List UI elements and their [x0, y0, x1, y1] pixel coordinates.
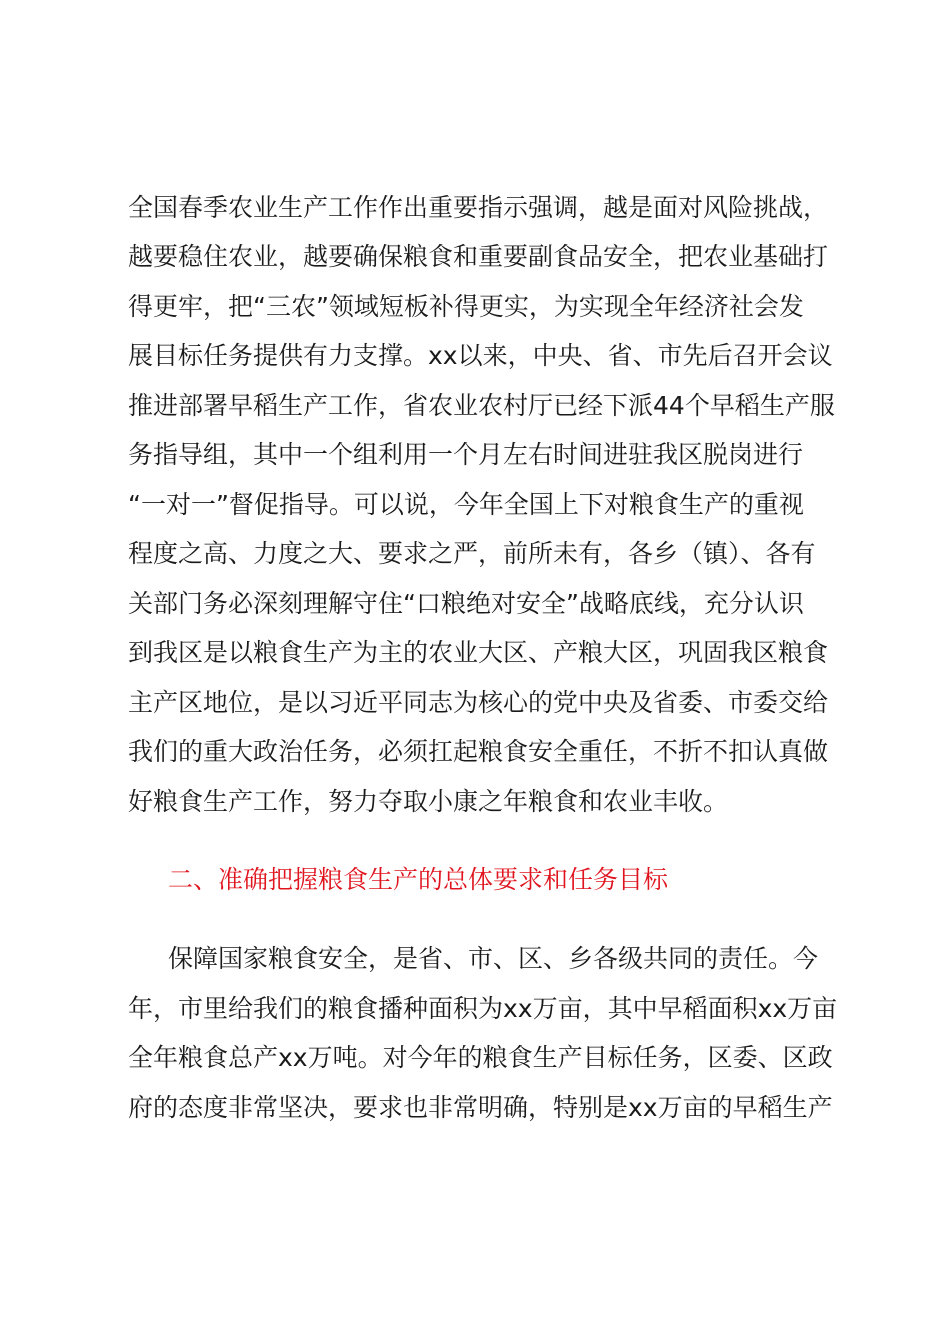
paragraph-line: 越要稳住农业，越要确保粮食和重要副食品安全，把农业基础打 — [128, 242, 829, 271]
paragraph-line: “一对一”督促指导。可以说，今年全国上下对粮食生产的重视 — [128, 490, 804, 519]
paragraph-line: 全年粮食总产xx万吨。对今年的粮食生产目标任务，区委、区政 — [128, 1043, 833, 1072]
paragraph-line: 关部门务必深刻理解守住“口粮绝对安全”战略底线，充分认识 — [128, 589, 804, 618]
paragraph-line: 年，市里给我们的粮食播种面积为xx万亩，其中早稻面积xx万亩 — [128, 994, 838, 1023]
paragraph-line: 推进部署早稻生产工作，省农业农村厅已经下派44个早稻生产服 — [128, 391, 835, 420]
paragraph-line: 展目标任务提供有力支撑。xx以来，中央、省、市先后召开会议 — [128, 341, 833, 370]
paragraph-line: 全国春季农业生产工作作出重要指示强调，越是面对风险挑战， — [128, 193, 829, 222]
paragraph-line: 到我区是以粮食生产为主的农业大区、产粮大区，巩固我区粮食 — [128, 638, 829, 667]
paragraph-line: 务指导组，其中一个组利用一个月左右时间进驻我区脱岗进行 — [128, 440, 804, 469]
paragraph-line: 程度之高、力度之大、要求之严，前所未有，各乡（镇）、各有 — [128, 539, 816, 568]
paragraph-line: 保障国家粮食安全，是省、市、区、乡各级共同的责任。今 — [168, 944, 819, 973]
paragraph-line: 得更牢，把“三农”领域短板补得更实，为实现全年经济社会发 — [128, 292, 804, 321]
section-heading: 二、准确把握粮食生产的总体要求和任务目标 — [168, 865, 669, 894]
paragraph-line: 府的态度非常坚决，要求也非常明确，特别是xx万亩的早稻生产 — [128, 1093, 833, 1122]
paragraph-line: 主产区地位，是以习近平同志为核心的党中央及省委、市委交给 — [128, 688, 829, 717]
paragraph-line: 好粮食生产工作，努力夺取小康之年粮食和农业丰收。 — [128, 787, 729, 816]
paragraph-line: 我们的重大政治任务，必须扛起粮食安全重任，不折不扣认真做 — [128, 737, 829, 766]
